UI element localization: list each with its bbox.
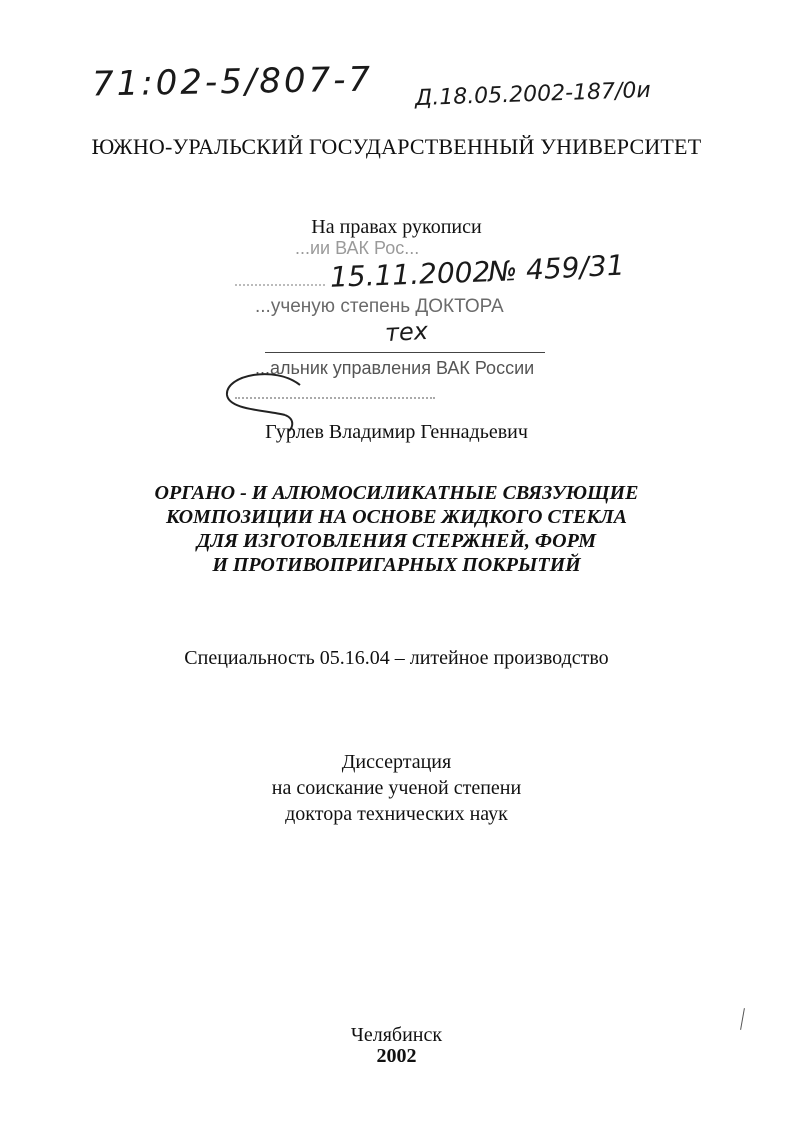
stamp-degree: ...ученую степень ДОКТОРА bbox=[255, 296, 504, 317]
title-line: КОМПОЗИЦИИ НА ОСНОВЕ ЖИДКОГО СТЕКЛА bbox=[165, 506, 628, 528]
description-line: Диссертация bbox=[341, 751, 452, 773]
stamp-rule bbox=[265, 352, 545, 353]
stamp-decision-number: № 459/31 bbox=[487, 248, 626, 289]
title-line: ДЛЯ ИЗГОТОВЛЕНИЯ СТЕРЖНЕЙ, ФОРМ bbox=[196, 530, 597, 552]
registration-note: Д.18.05.2002-187/0и bbox=[414, 77, 652, 112]
stamp-decision-date: 15.11.2002 bbox=[329, 255, 491, 294]
year: 2002 bbox=[376, 1045, 417, 1067]
city: Челябинск bbox=[350, 1024, 443, 1046]
title-line: И ПРОТИВОПРИГАРНЫХ ПОКРЫТИЙ bbox=[212, 554, 581, 576]
description-line: доктора технических наук bbox=[285, 803, 508, 825]
title-line: ОРГАНО - И АЛЮМОСИЛИКАТНЫЕ СВЯЗУЮЩИЕ bbox=[154, 482, 639, 504]
author-name: Гурлев Владимир Геннадьевич bbox=[265, 421, 528, 443]
specialty: Специальность 05.16.04 – литейное производство bbox=[184, 647, 609, 669]
dissertation-title bbox=[0, 481, 793, 577]
stamp-degree-field: тех bbox=[384, 316, 429, 348]
manuscript-rights: На правах рукописи bbox=[311, 216, 482, 238]
stamp-line-1: ...ии ВАК Рос... bbox=[295, 238, 420, 258]
stamp-dots bbox=[235, 284, 325, 286]
university-name: ЮЖНО-УРАЛЬСКИЙ ГОСУДАРСТВЕННЫЙ УНИВЕРСИТЕТ bbox=[91, 134, 702, 159]
description-line: на соискание ученой степени bbox=[271, 777, 522, 799]
stamp-official: ...альник управления ВАК России bbox=[255, 358, 535, 378]
archive-code: 71:02-5/807-7 bbox=[91, 59, 374, 105]
dissertation-description bbox=[0, 749, 793, 827]
